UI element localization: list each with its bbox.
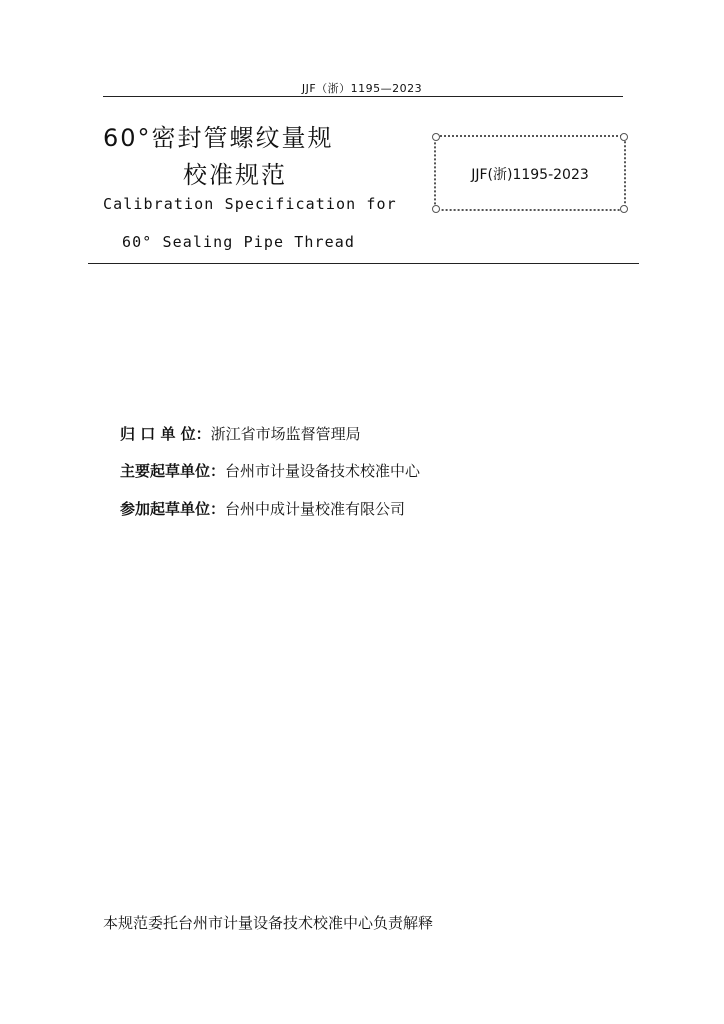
unit-row-main-drafter [120, 460, 420, 481]
title-chinese-line-2: 校准规范 [183, 161, 287, 189]
unit-value: 台州市计量设备技术校准中心 [225, 462, 421, 480]
unit-row-responsible [120, 423, 361, 444]
box-corner-ornament [432, 205, 440, 213]
interpretation-note: 本规范委托台州市计量设备技术校准中心负责解释 [103, 914, 434, 932]
unit-label: 参加起草单位： [120, 500, 226, 518]
unit-value: 台州中成计量校准有限公司 [225, 500, 406, 518]
unit-row-participating-drafter [120, 498, 405, 519]
standard-code-box-text: JJF(浙)1195-2023 [471, 167, 589, 183]
title-english-line-2: 60° Sealing Pipe Thread [122, 233, 356, 251]
header-divider [103, 96, 623, 97]
box-corner-ornament [432, 133, 440, 141]
title-chinese-line-1: 60°密封管螺纹量规 [103, 124, 334, 152]
unit-value: 浙江省市场监督管理局 [210, 425, 361, 443]
title-english-line-1: Calibration Specification for [103, 195, 397, 213]
standard-code-box [434, 135, 626, 211]
unit-label: 主要起草单位： [120, 462, 226, 480]
unit-label: 归 口 单 位： [120, 425, 211, 443]
title-divider [88, 263, 639, 264]
box-corner-ornament [620, 205, 628, 213]
header-standard-code: JJF（浙）1195—2023 [301, 82, 423, 95]
box-corner-ornament [620, 133, 628, 141]
